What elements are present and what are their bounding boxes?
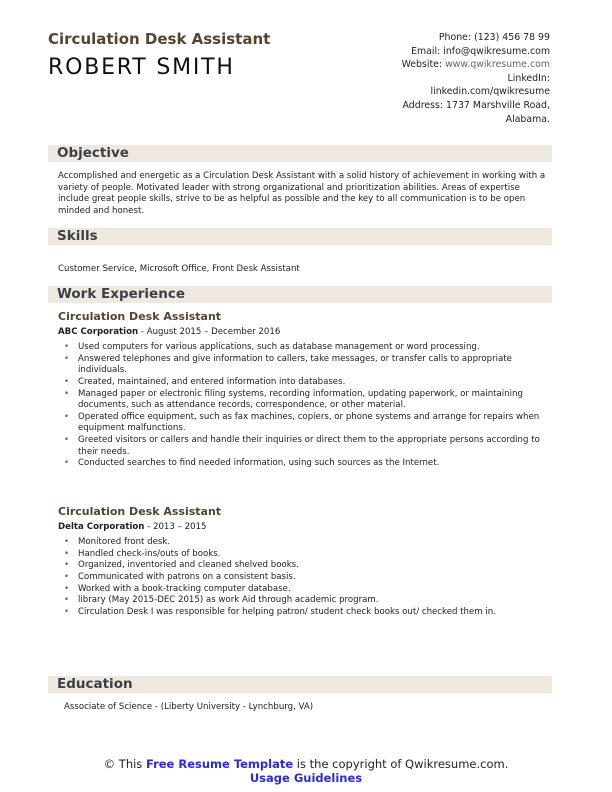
section-title: Skills (57, 228, 98, 244)
education-text: Associate of Science - (Liberty University - Lynchburg, VA) (64, 702, 314, 712)
skills-header (48, 228, 552, 245)
bullet-item: • Conducted searches to find needed information, using such sources as the Internet. (58, 458, 550, 470)
bullet-item: • Handled check-ins/outs of books. (58, 549, 550, 561)
skills-text: Customer Service, Microsoft Office, Front Desk Assistant (58, 264, 300, 274)
dates: - August 2015 – December 2016 (138, 326, 281, 337)
job-company-line (58, 327, 550, 339)
objective-text: Accomplished and energetic as a Circulation Desk Assistant with a solid history of achievement in working with a variety of people. Motivated leader with strong organizational and prioritization abilities. Areas of expertise include great people skills, strive to be as helpful as possible and the key to all communication is to be open minded and honest. (58, 171, 546, 216)
linkedin: linkedin.com/qwikresume (430, 86, 550, 98)
job-role: Circulation Desk Assistant (58, 505, 222, 518)
job-entry (58, 506, 550, 618)
address: Address: 1737 Marshville Road, Alabama. (402, 99, 550, 125)
bullet-item: • Communicated with patrons on a consistent basis. (58, 572, 550, 584)
bullet-item: • Organized, inventoried and cleaned shelved books. (58, 560, 550, 572)
bullet-item: • Operated office equipment, such as fax machines, copiers, or phone systems and arrange for repairs when equipment malfunctions. (58, 412, 550, 435)
website-link[interactable]: www.qwikresume.com (445, 59, 550, 71)
dates: - 2013 – 2015 (144, 521, 207, 532)
job-company-line (58, 522, 550, 534)
bullet-item: • Monitored front desk. (58, 537, 550, 549)
usage-guidelines-link[interactable]: Usage Guidelines (249, 771, 363, 785)
objective-header (48, 145, 552, 162)
footer-text: © This (103, 757, 146, 771)
job-role: Circulation Desk Assistant (58, 310, 222, 323)
company: ABC Corporation (58, 326, 139, 337)
company: Delta Corporation (58, 521, 145, 532)
bullet-item: • Worked with a book-tracking computer database. (58, 584, 550, 596)
phone: Phone: (123) 456 78 99 (438, 32, 550, 43)
bullet-item: • Answered telephones and give information to callers, take messages, or transfer calls to appropriate individuals. (58, 354, 550, 377)
footer-text: is the copyright of Qwikresume.com. (293, 757, 509, 771)
job-entry (58, 311, 550, 470)
email: Email: info@qwikresume.com (411, 45, 550, 57)
section-title: Objective (57, 145, 129, 161)
free-template-link[interactable]: Free Resume Template (145, 757, 294, 771)
bullet-item: • library (May 2015-DEC 2015) as work Aid through academic program. (58, 595, 550, 607)
section-title: Education (57, 676, 133, 692)
contact-block (290, 31, 550, 126)
job-title: Circulation Desk Assistant (48, 30, 271, 48)
footer (0, 757, 612, 785)
bullet-item: • Circulation Desk I was responsible for helping patron/ student check books out/ checked them in. (58, 607, 550, 619)
bullet-item: • Managed paper or electronic filing systems, recording information, updating paperwork, or maintaining documents, such as attendance records, correspondence, or other material. (58, 389, 550, 412)
bullet-item: • Used computers for various applications, such as database management or word processing. (58, 342, 550, 354)
experience-header (48, 286, 552, 303)
education-header (48, 676, 552, 693)
candidate-name: ROBERT SMITH (48, 55, 235, 80)
bullet-item: • Greeted visitors or callers and handle their inquiries or direct them to the appropriate persons according to their needs. (58, 435, 550, 458)
bullet-list (58, 537, 550, 618)
section-title: Work Experience (57, 286, 185, 302)
linkedin-label: LinkedIn: (507, 72, 550, 84)
website-label: Website: (401, 59, 446, 71)
bullet-item: • Created, maintained, and entered information into databases. (58, 377, 550, 389)
bullet-list (58, 342, 550, 470)
